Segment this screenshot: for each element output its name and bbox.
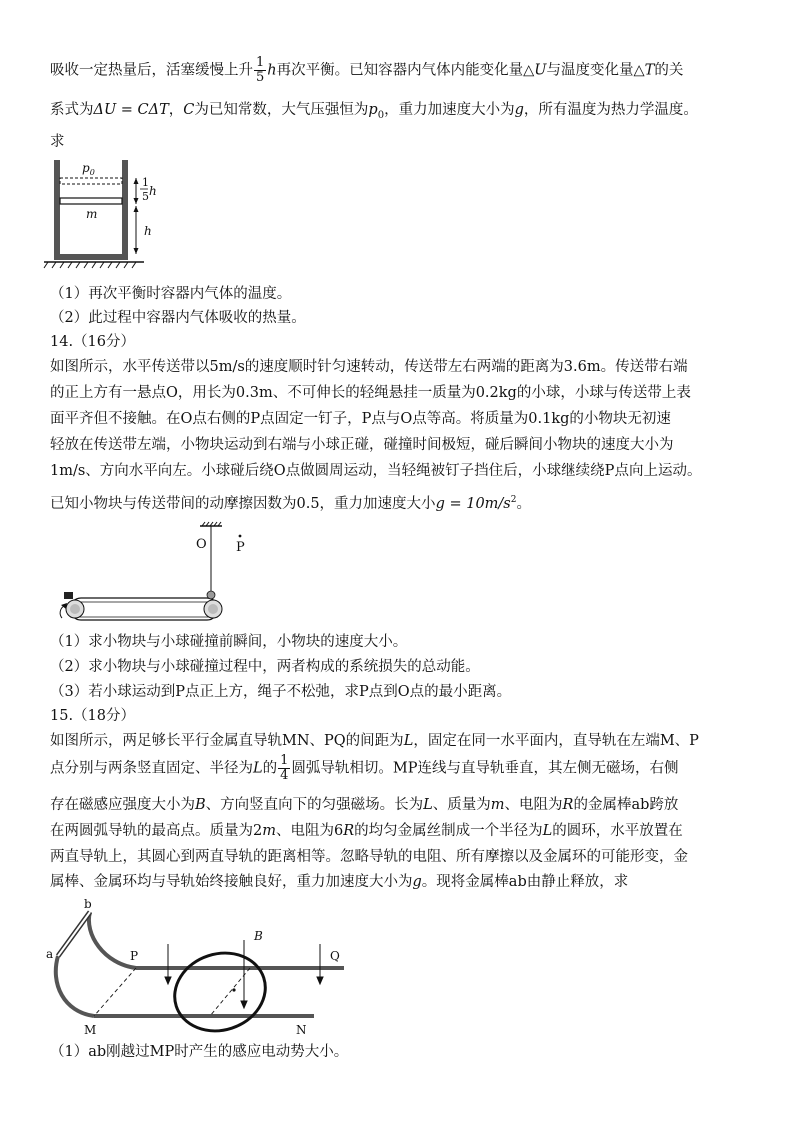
piston-final-dashed (60, 178, 122, 184)
fraction-one-quarter: $\frac{1}{4}$ (280, 753, 289, 783)
p14-body-line-1: 如图所示，水平传送带以5m/s的速度顺时针匀速转动，传送带左右两端的距离为3.6m。传送带右端 (50, 359, 688, 375)
p15-body-line-3: 存在磁感应强度大小为B、方向竖直向下的匀强磁场。长为L、质量为m、电阻为R的金属棒ab跨放 (50, 797, 679, 813)
p14-body-line-4: 轻放在传送带左端，小物块运动到右端与小球正碰，碰撞时间极短，碰后瞬间小物块的速度大小为 (50, 437, 674, 453)
O-label: O (196, 537, 207, 552)
container-bottom (54, 254, 128, 260)
p15-body-line-5: 两直导轨上，其圆心到两直导轨的距离相等。忽略导轨的电阻、所有摩擦以及金属环的可能形变，金 (50, 849, 688, 865)
p14-question-1: （1）求小物块与小球碰撞前瞬间，小物块的速度大小。 (50, 634, 408, 650)
piston-container-figure (44, 156, 174, 270)
dim-frac-den: 5 (142, 190, 149, 203)
fraction-one-fifth: $\frac{1}{5}$ (256, 55, 265, 85)
p13-question-2: （2）此过程中容器内气体吸收的热量。 (50, 310, 306, 326)
small-block (64, 592, 73, 599)
dim-frac-var: h (149, 184, 157, 198)
p14-body-line-5: 1m/s、方向水平向左。小球碰后绕O点做圆周运动，当轻绳被钉子挡住后，小球继续绕P点向上运动。 (50, 463, 702, 479)
p15-heading: 15.（18分） (50, 708, 136, 724)
p14-body-line-2: 的正上方有一悬点O，用长为0.3m、不可伸长的轻绳悬挂一质量为0.2kg的小球，小球与传送带上表 (50, 385, 691, 401)
height-label: h (144, 224, 152, 238)
p14-question-2: （2）求小物块与小球碰撞过程中，两者构成的系统损失的总动能。 (50, 659, 480, 675)
container-left-wall (54, 160, 60, 260)
p15-body-line-6: 属棒、金属环均与导轨始终接触良好，重力加速度大小为g。现将金属棒ab由静止释放，求 (50, 874, 629, 890)
piston (60, 198, 122, 204)
arc-rail-lower (56, 956, 94, 1016)
small-ball (207, 591, 215, 599)
dim-frac-num: 1 (142, 176, 149, 189)
rail-ring-figure (44, 894, 364, 1044)
p13-ask: 求 (50, 134, 65, 150)
label-a: a (46, 947, 54, 961)
P-label: P (236, 540, 245, 555)
p0-label: $p_0$ (82, 161, 95, 177)
p14-body-line-6: 已知小物块与传送带间的动摩擦因数为0.5，重力加速度大小$g = 10m/s^2$。 (50, 495, 531, 512)
p15-body-line-4: 在两圆弧导轨的最高点。质量为2m、电阻为6R的均匀金属丝制成一个半径为L的圆环，水平放置在 (50, 823, 683, 839)
p14-question-3: （3）若小球运动到P点正上方，绳子不松弛，求P点到O点的最小距离。 (50, 684, 512, 700)
label-b: b (84, 897, 92, 911)
p13-question-1: （1）再次平衡时容器内气体的温度。 (50, 286, 292, 302)
p13-text-line-1: 吸收一定热量后，活塞缓慢上升 $\frac{1}{5}$ h再次平衡。已知容器内气体内能变化量△U与温度变化量△T的关 (50, 55, 684, 85)
p15-body-line-2: 点分别与两条竖直固定、半径为L的 $\frac{1}{4}$ 圆弧导轨相切。MP连线与直导轨垂直，其左侧无磁场，右侧 (50, 753, 679, 783)
conveyor-belt-figure (44, 522, 244, 626)
label-B: B (254, 929, 263, 943)
label-P: P (130, 949, 139, 963)
arc-rail-upper (89, 912, 139, 968)
p15-body-line-1: 如图所示，两足够长平行金属直导轨MN、PQ的间距为L，固定在同一水平面内，直导轨在左端M、P (50, 733, 699, 749)
container-right-wall (122, 160, 128, 260)
p14-heading: 14.（16分） (50, 334, 136, 350)
label-N: N (296, 1023, 307, 1037)
p15-question-1: （1）ab刚越过MP时产生的感应电动势大小。 (50, 1044, 349, 1060)
metal-ring (165, 942, 276, 1043)
p13-text-line-2: 系式为ΔU = CΔT，C为已知常数，大气压强恒为$p_0$，重力加速度大小为g，所有温度为热力学温度。 (50, 102, 698, 121)
p14-body-line-3: 面平齐但不接触。在O点右侧的P点固定一钉子，P点与O点等高。将质量为0.1kg的小物块无初速 (50, 411, 671, 427)
MP-line (94, 968, 136, 1016)
label-Q: Q (330, 949, 340, 963)
mass-label: m (86, 207, 98, 221)
label-M: M (84, 1023, 97, 1037)
